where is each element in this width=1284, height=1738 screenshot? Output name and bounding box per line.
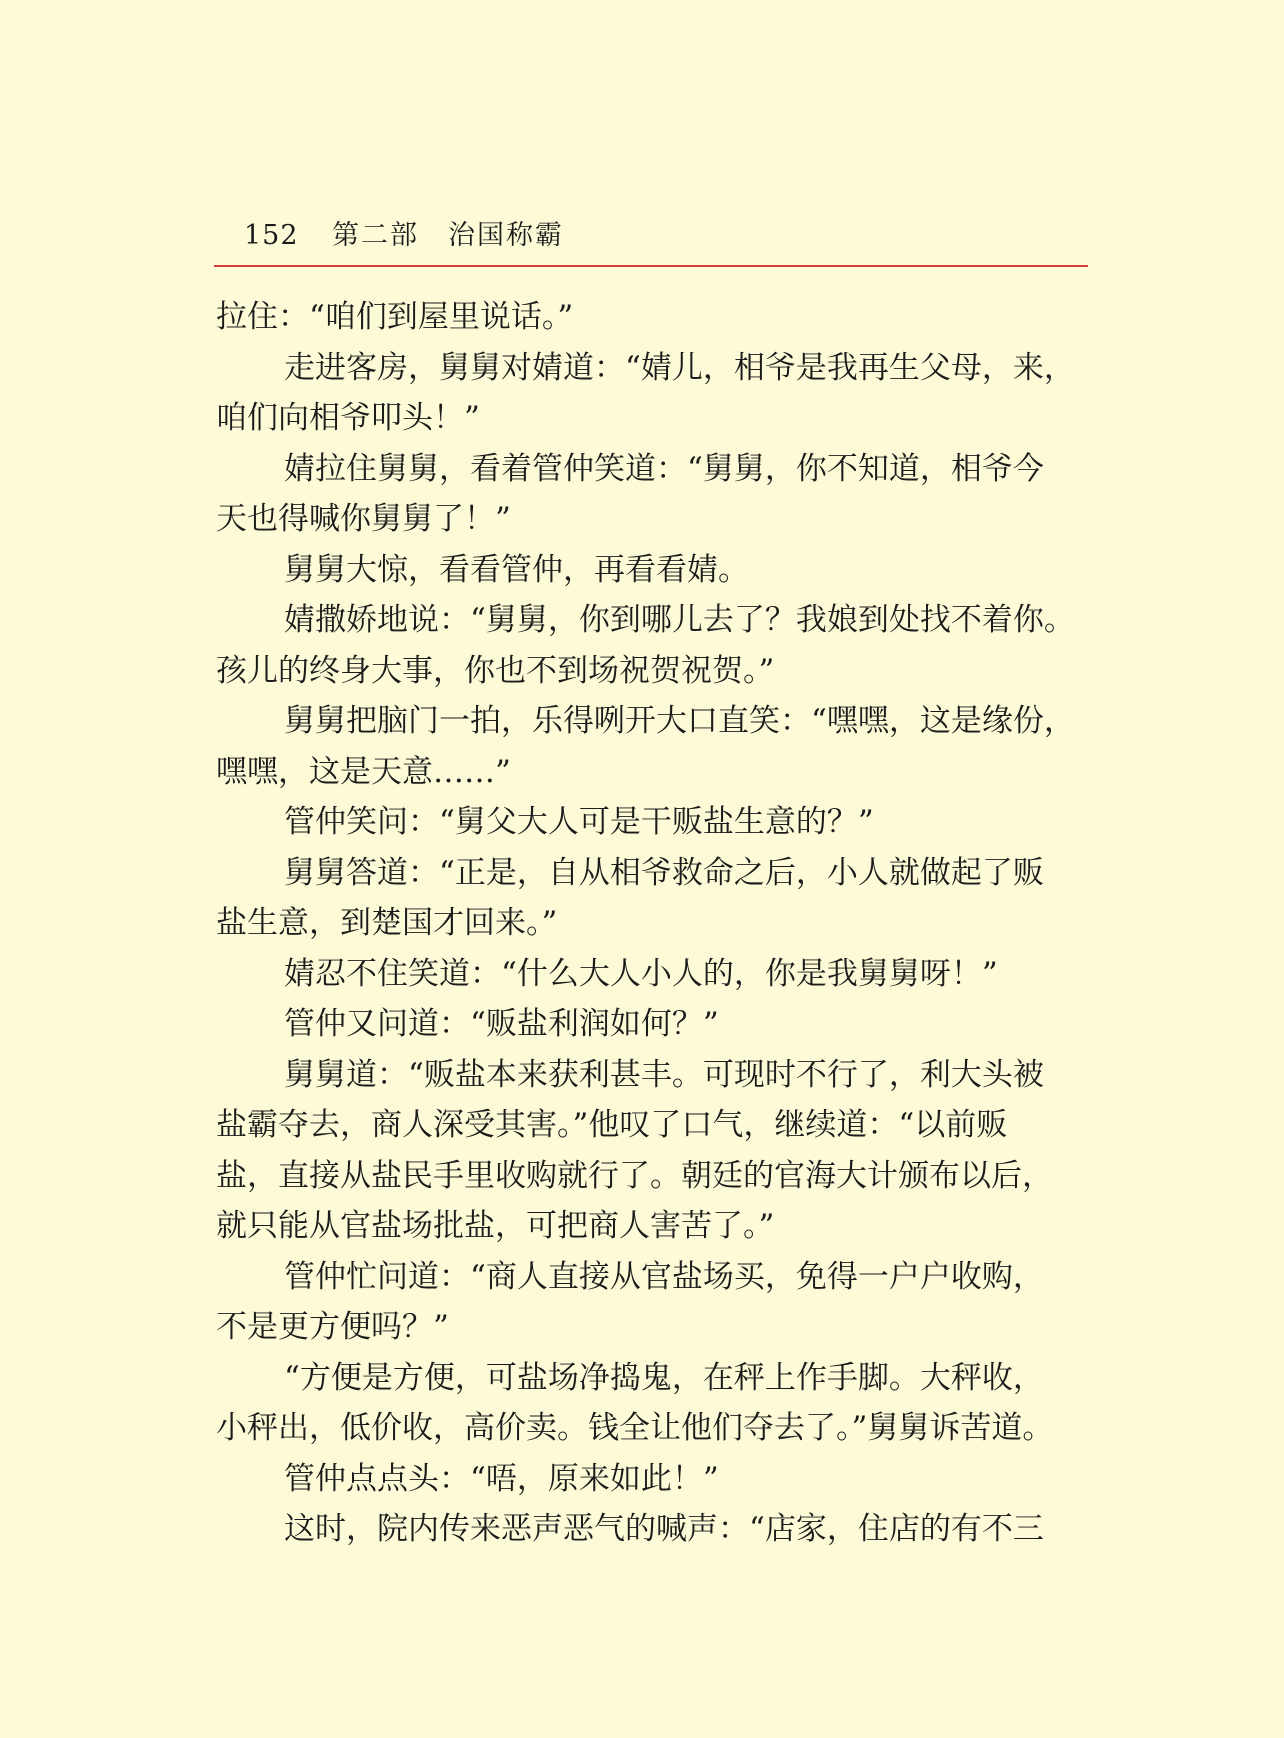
running-header: [214, 216, 1088, 256]
text-line: 嘿嘿，这是天意……”: [216, 753, 511, 790]
text-line: 盐霸夺去，商人深受其害。”他叹了口气，继续道：“以前贩: [216, 1107, 1008, 1143]
text-line: 小秤出，低价收，高价卖。钱全让他们夺去了。”舅舅诉苦道。: [216, 1410, 1054, 1446]
text-line: 舅舅把脑门一拍，乐得咧开大口直笑：“嘿嘿，这是缘份，: [284, 703, 1075, 739]
text-line: 婧忍不住笑道：“什么大人小人的，你是我舅舅呀！”: [284, 955, 998, 992]
text-line: 管仲笑问：“舅父大人可是干贩盐生意的？”: [284, 804, 874, 840]
text-line: 这时，院内传来恶声恶气的喊声：“店家，住店的有不三: [284, 1511, 1044, 1547]
text-line: 就只能从官盐场批盐，可把商人害苦了。”: [216, 1208, 775, 1244]
text-line: 管仲忙问道：“商人直接从官盐场买，免得一户户收购，: [284, 1258, 1044, 1295]
header-rule: [214, 265, 1088, 267]
text-line: 拉住：“咱们到屋里说话。”: [216, 299, 574, 335]
page-number: 152: [244, 220, 299, 251]
text-line: 舅舅答道：“正是，自从相爷救命之后，小人就做起了贩: [284, 854, 1044, 891]
text-line: 盐生意，到楚国才回来。”: [216, 905, 558, 941]
text-line: 婧撒娇地说：“舅舅，你到哪儿去了？我娘到处找不着你。: [284, 602, 1075, 638]
text-line: 舅舅道：“贩盐本来获利甚丰。可现时不行了，利大头被: [284, 1056, 1044, 1093]
text-line: “方便是方便，可盐场净捣鬼，在秤上作手脚。大秤收，: [284, 1359, 1044, 1396]
text-line: 不是更方便吗？”: [216, 1309, 449, 1345]
text-line: 走进客房，舅舅对婧道：“婧儿，相爷是我再生父母，来，: [284, 349, 1075, 386]
text-line: 天也得喊你舅舅了！”: [216, 501, 511, 537]
body-text: [216, 292, 1090, 1555]
text-line: 管仲又问道：“贩盐利润如何？”: [284, 1006, 719, 1042]
text-line: 舅舅大惊，看看管仲，再看看婧。: [284, 551, 749, 588]
text-line: 咱们向相爷叩头！”: [216, 400, 480, 436]
text-line: 管仲点点头：“唔，原来如此！”: [284, 1460, 719, 1497]
text-line: 盐，直接从盐民手里收购就行了。朝廷的官海大计颁布以后，: [216, 1157, 1053, 1194]
text-line: 孩儿的终身大事，你也不到场祝贺祝贺。”: [216, 652, 775, 689]
part-label: 第二部: [332, 220, 419, 251]
text-line: 婧拉住舅舅，看着管仲笑道：“舅舅，你不知道，相爷今: [284, 450, 1044, 487]
chapter-title: 治国称霸: [448, 220, 564, 251]
